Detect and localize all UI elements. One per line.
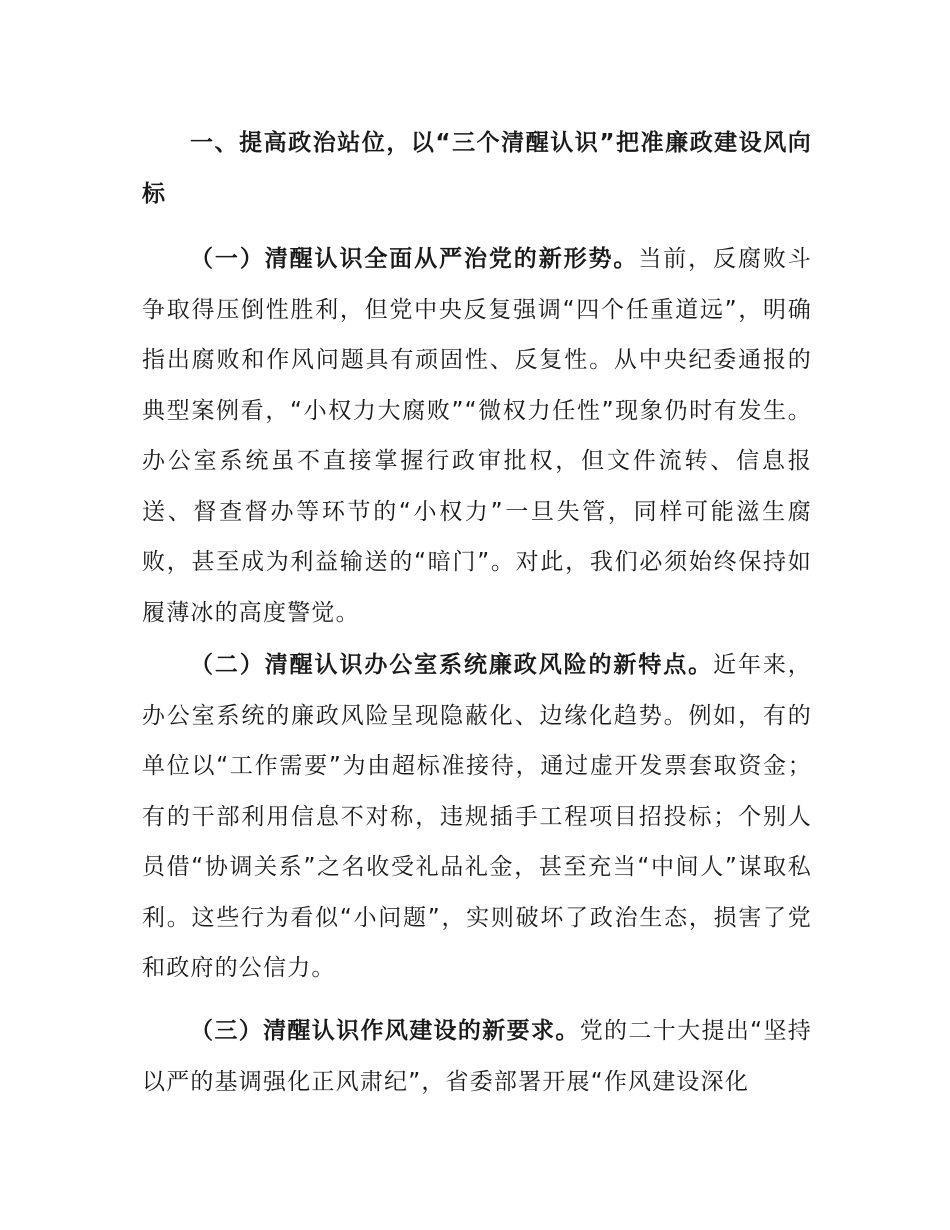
paragraph-3 [142,1006,812,1107]
paragraph-3-body: 党的二十大提出“坚持以严的基调强化正风肃纪”，省委部署开展“作风建设深化 [142,1018,812,1095]
paragraph-1-body: 当前，反腐败斗争取得压倒性胜利，但党中央反复强调“四个任重道远”，明确指出腐败和作风问题具有顽固性、反复性。从中央纪委通报的典型案例看，“小权力大腐败”“微权力任性”现象仍时有发生。办公室系统虽不直接掌握行政审批权，但文件流转、信息报送、督查督办等环节的“小权力”一旦失管，同样可能滋生腐败，甚至成为利益输送的“暗门”。对此，我们必须始终保持如履薄冰的高度警觉。 [142,246,812,626]
paragraph-1-lead: （一）清醒认识全面从严治党的新形势。 [190,246,639,272]
paragraph-2-lead: （二）清醒认识办公室系统廉政风险的新特点。 [190,652,714,678]
paragraph-2 [142,640,812,994]
paragraph-2-body: 近年来，办公室系统的廉政风险呈现隐蔽化、边缘化趋势。例如，有的单位以“工作需要”为由超标准接待，通过虚开发票套取资金；有的干部利用信息不对称，违规插手工程项目招投标；个别人员借“协调关系”之名收受礼品礼金，甚至充当“中间人”谋取私利。这些行为看似“小问题”，实则破坏了政治生态，损害了党和政府的公信力。 [142,652,812,981]
paragraph-3-lead: （三）清醒认识作风建设的新要求。 [190,1018,580,1044]
section-heading: 一、提高政治站位，以“三个清醒认识”把准廉政建设风向标 [142,130,812,207]
paragraph-1 [142,234,812,638]
